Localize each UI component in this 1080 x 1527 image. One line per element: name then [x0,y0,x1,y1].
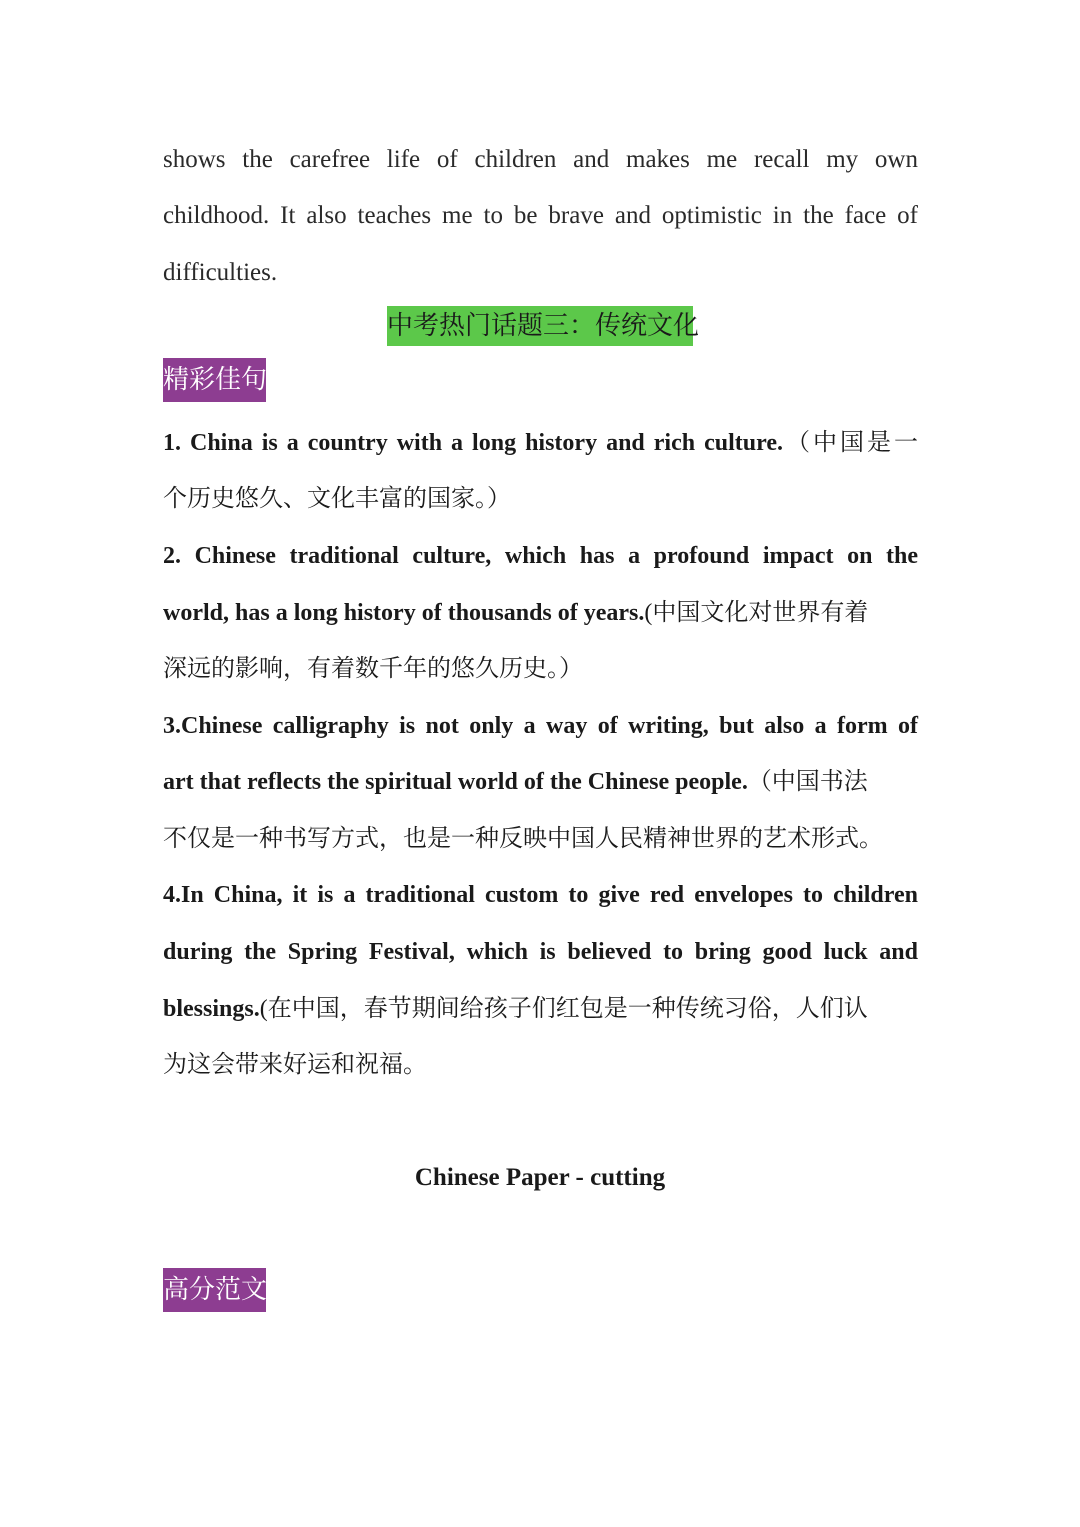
essay-title: Chinese Paper - cutting [414,1164,666,1191]
topic-heading: 中考热门话题三：传统文化 [387,306,693,346]
sentence-chinese: 为这会带来好运和祝福。 [163,1052,427,1078]
intro-line: shows the carefree life of children and makes me recall my own [163,146,918,173]
sentence-chinese: (中国文化对世界有着 [644,600,869,626]
sentence-line [163,766,918,798]
sentence-english: 2. Chinese traditional culture, which has a profound impact on the [163,543,918,569]
sentence-english: world, has a long history of thousands of years. [163,600,645,626]
sentence-line [163,823,918,855]
sentence-line [163,653,918,685]
sentence-chinese: （中国是一 [782,430,918,456]
sentence-line [163,879,918,911]
sentence-chinese: (在中国，春节期间给孩子们红包是一种传统习俗，人们认 [259,996,868,1022]
sentence-english: art that reflects the spiritual world of the Chinese people. [163,769,748,795]
section-tag-essay: 高分范文 [163,1268,266,1312]
intro-line: difficulties. [163,259,278,286]
sentence-line [163,1049,918,1081]
sentence-line [163,540,918,572]
sentence-line [163,427,918,459]
sentence-english: 4.In China, it is a traditional custom to give red envelopes to children [163,882,918,908]
sentence-chinese: 个历史悠久、文化丰富的国家。） [163,486,511,512]
sentence-line [163,710,918,742]
intro-line: childhood. It also teaches me to be brave and optimistic in the face of [163,202,918,229]
sentence-line [163,993,918,1025]
section-tag-sentences: 精彩佳句 [163,358,266,402]
sentence-chinese: 不仅是一种书写方式，也是一种反映中国人民精神世界的艺术形式。 [163,826,883,852]
sentence-english: 3.Chinese calligraphy is not only a way of writing, but also a form of [163,713,918,739]
sentence-english: 1. China is a country with a long history and rich culture. [163,430,783,456]
sentence-line [163,936,918,968]
sentence-chinese: 深远的影响，有着数千年的悠久历史。） [163,656,583,682]
sentence-english: during the Spring Festival, which is believed to bring good luck and [163,939,918,965]
sentence-chinese: （中国书法 [747,769,868,795]
sentence-line [163,483,918,515]
sentence-line [163,597,918,629]
sentence-english: blessings. [163,996,260,1022]
